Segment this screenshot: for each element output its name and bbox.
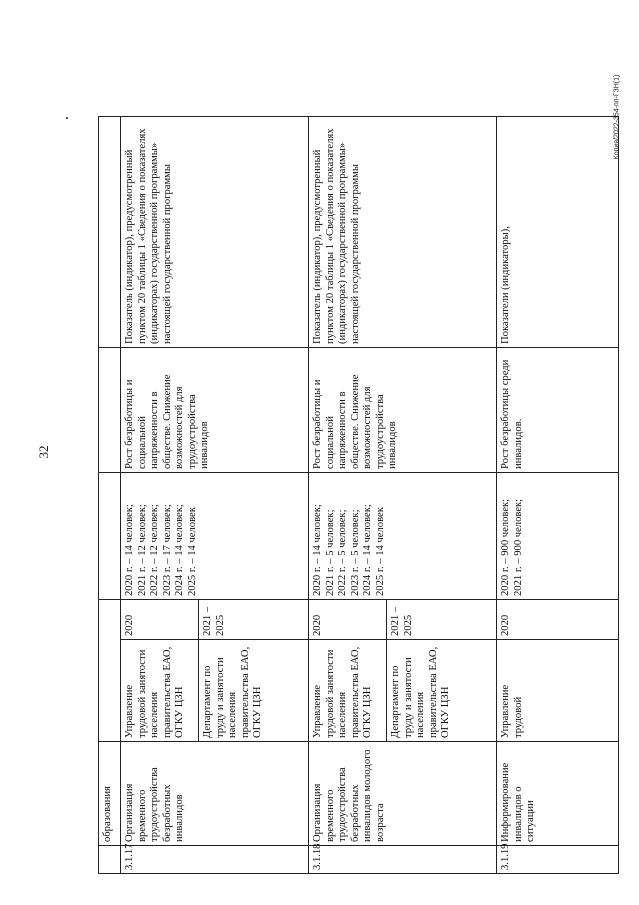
expected-result: Рост безработицы и социальной напряженности в обществе. Снижение возможностей для трудоустройства инвалидов — [309, 348, 497, 473]
table-row — [99, 117, 121, 874]
target-value: 2024 г. – 14 человек; — [362, 504, 373, 596]
table-cell — [99, 600, 121, 742]
executor-1: Управление трудовой занятости населения правительства ЕАО, ОГКУ ЦЗН — [309, 640, 387, 742]
period-2: 2021 – 2025 — [387, 600, 497, 640]
target-value: 2021 г. – 12 человек; — [136, 504, 148, 596]
table-cell — [99, 348, 121, 473]
executor-2: Департамент по труду и занятости населения правительства ЕАО, ОГКУ ЦЗН — [199, 640, 309, 742]
measure-name: Организация временного трудоустройства безработных инвалидов молодого возраста — [309, 742, 497, 846]
indicator-link: Показатель (индикатор), предусмотренный пунктом 20 таблицы 1 «Сведения о показателях (индикаторах) государственной программы» настоящей государственной программы — [121, 117, 309, 348]
target-value: 2022 г. – 12 человек; — [149, 504, 160, 596]
target-value: 2025 г. – 14 человек — [374, 507, 386, 596]
period-1: 2020 — [309, 600, 387, 640]
target-values — [309, 473, 497, 600]
executor-1: Управление трудовой — [497, 640, 619, 742]
measure-name: Организация временного трудоустройства безработных инвалидов — [121, 742, 309, 846]
executor-1: Управление трудовой занятости населения правительства ЕАО, ОГКУ ЦЗН — [121, 640, 199, 742]
page-number: 32 — [36, 445, 51, 459]
expected-result: Рост безработицы и социальной напряженности в обществе. Снижение возможностей для трудоустройства инвалидов — [121, 348, 309, 473]
indicator-link: Показатель (индикатор), предусмотренный пунктом 20 таблицы 1 «Сведения о показателях (индикаторах) государственной программы» настоящей государственной программы — [309, 117, 497, 348]
scan-mark — [66, 117, 68, 119]
table-cell — [99, 846, 121, 874]
row-number: 3.1.17 — [121, 846, 309, 874]
target-value: 2020 г. – 14 человек; — [124, 504, 135, 596]
target-values — [121, 473, 309, 600]
measures-table — [98, 116, 619, 874]
measure-name: Информирование инвалидов о ситуации — [497, 742, 619, 846]
target-value: 2025 г. – 14 человек — [186, 507, 198, 596]
executor-2: Департамент по труду и занятости населения правительства ЕАО, ОГКУ ЦЗН — [387, 640, 497, 742]
table-row — [121, 117, 199, 874]
rotated-table-container — [98, 117, 618, 874]
table-cell-continuation: образования — [99, 742, 121, 846]
row-number: 3.1.18 — [309, 846, 497, 874]
period-1: 2020 — [121, 600, 199, 640]
table-cell — [99, 473, 121, 600]
expected-result: Рост безработицы среди инвалидов. — [497, 348, 619, 473]
target-value: 2020 г. – 14 человек; — [312, 504, 323, 596]
target-values — [497, 473, 619, 600]
document-id: Копия/2022-354-пп-ГЗН(1) — [613, 74, 621, 160]
target-value: 2021 г. – 5 человек; — [324, 509, 336, 596]
table-row — [497, 117, 619, 874]
row-number: 3.1.19 — [497, 846, 619, 874]
target-value: 2024 г. – 14 человек; — [174, 504, 185, 596]
target-value: 2023 г. – 5 человек; — [349, 509, 361, 596]
target-value: 2023 г. – 17 человек; — [161, 504, 173, 596]
period-2: 2021 – 2025 — [199, 600, 309, 640]
indicator-link: Показатели (индикаторы), — [497, 117, 619, 348]
period-1: 2020 — [497, 600, 619, 640]
target-value: 2020 г. – 900 человек; — [500, 498, 511, 596]
target-value: 2021 г. – 900 человек; — [512, 498, 524, 596]
table-cell — [99, 117, 121, 348]
table-row — [309, 117, 387, 874]
target-value: 2022 г. – 5 человек; — [337, 509, 348, 596]
